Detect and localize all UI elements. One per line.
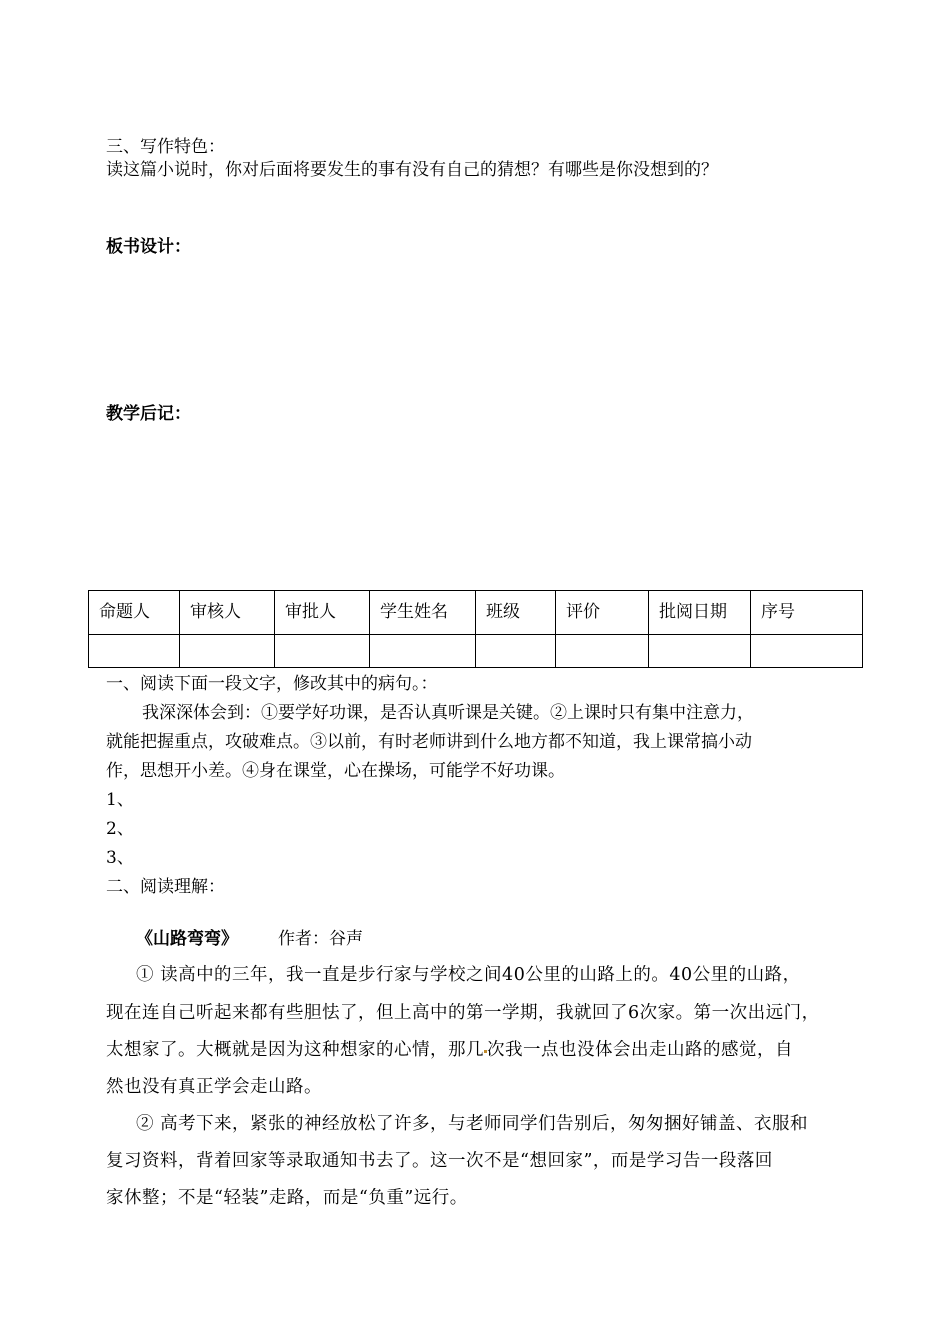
input-cell-approver[interactable]	[275, 634, 370, 667]
header-cell-proposer: 命题人	[89, 591, 180, 635]
table-header-row	[89, 591, 863, 635]
header-cell-student-name: 学生姓名	[370, 591, 476, 635]
para2-line-3: 家休整；不是“轻装”走路，而是“负重”远行。	[106, 1188, 468, 1208]
answer-line-1: 1、	[106, 790, 134, 810]
story-title: 《山路弯弯》	[136, 929, 238, 949]
answer-line-2: 2、	[106, 819, 134, 839]
answer-line-3: 3、	[106, 848, 134, 868]
input-cell-serial[interactable]	[751, 634, 863, 667]
para1-line-3: 太想家了。大概就是因为这种想家的心情，那几 次我一点也没体会出走山路的感觉，自	[106, 1040, 793, 1060]
input-cell-reviewer[interactable]	[180, 634, 275, 667]
header-cell-evaluation: 评价	[556, 591, 649, 635]
input-cell-review-date[interactable]	[649, 634, 751, 667]
input-cell-evaluation[interactable]	[556, 634, 649, 667]
header-cell-class: 班级	[476, 591, 556, 635]
header-cell-review-date: 批阅日期	[649, 591, 751, 635]
story-author: 作者：谷声	[278, 929, 363, 949]
header-cell-approver: 审批人	[275, 591, 370, 635]
board-design-heading: 板书设计：	[106, 237, 191, 257]
exercise1-line-2: 就能把握重点，攻破难点。③以前，有时老师讲到什么地方都不知道，我上课常搞小动	[106, 732, 752, 752]
exercise2-heading: 二、阅读理解：	[106, 877, 225, 897]
teaching-notes-heading: 教学后记：	[106, 404, 191, 424]
header-cell-reviewer: 审核人	[180, 591, 275, 635]
table-input-row	[89, 634, 863, 667]
para2-line-2: 复习资料，背着回家等录取通知书去了。这一次不是“想回家”，而是学习告一段落回	[106, 1151, 773, 1171]
header-cell-serial: 序号	[751, 591, 863, 635]
input-cell-class[interactable]	[476, 634, 556, 667]
input-cell-student-name[interactable]	[370, 634, 476, 667]
para1-line-2: 现在连自己听起来都有些胆怯了，但上高中的第一学期，我就回了6次家。第一次出远门，	[106, 1003, 820, 1023]
section3-question: 读这篇小说时，你对后面将要发生的事有没有自己的猜想？有哪些是你没想到的？	[106, 160, 718, 180]
info-table	[88, 590, 863, 668]
exercise1-heading: 一、阅读下面一段文字，修改其中的病句。：	[106, 674, 438, 694]
para2-line-1: ② 高考下来，紧张的神经放松了许多，与老师同学们告别后，匆匆捆好铺盖、衣服和	[136, 1114, 809, 1134]
para1-line-1: ① 读高中的三年，我一直是步行家与学校之间40公里的山路上的。40公里的山路，	[136, 965, 801, 985]
exercise1-line-1: 我深深体会到：①要学好功课，是否认真听课是关键。②上课时只有集中注意力，	[142, 703, 754, 723]
para1-line-4: 然也没有真正学会走山路。	[106, 1077, 322, 1097]
input-cell-proposer[interactable]	[89, 634, 180, 667]
exercise1-line-3: 作，思想开小差。④身在课堂，心在操场，可能学不好功课。	[106, 761, 565, 781]
section3-heading: 三、写作特色：	[106, 137, 225, 157]
